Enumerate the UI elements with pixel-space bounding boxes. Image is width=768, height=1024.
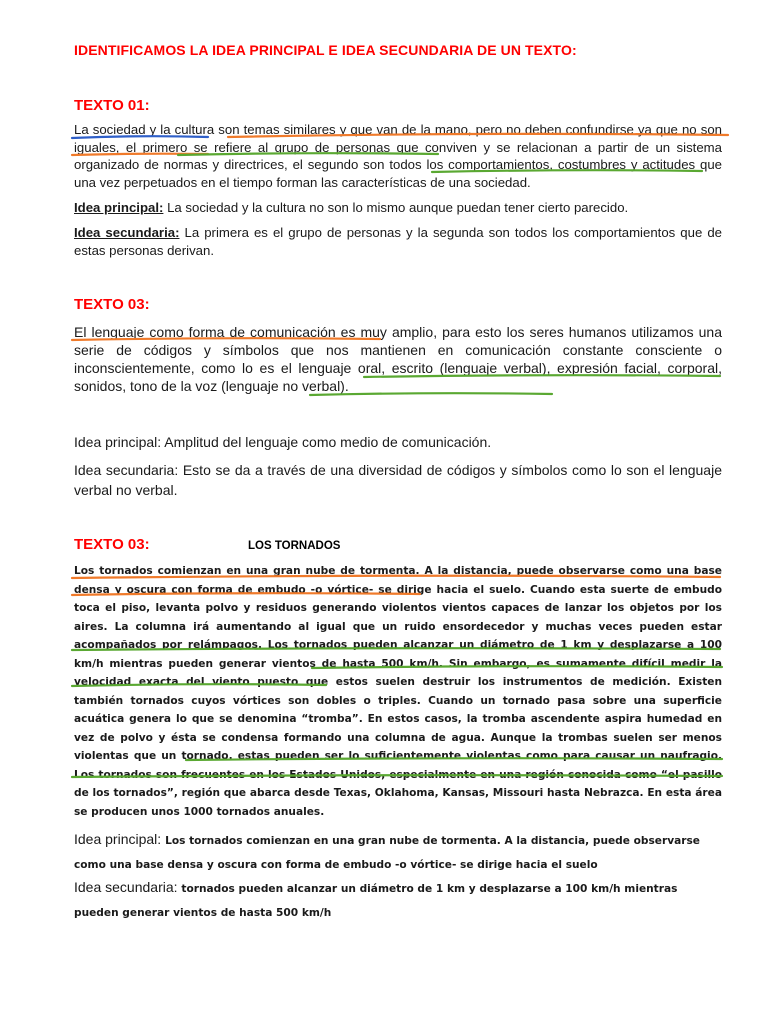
- texto-01-idea-principal: [74, 199, 722, 217]
- texto-01-body: La sociedad y la cultura son temas similares y que van de la mano, pero no deben confundirse ya que no son iguales, el primero se refiere al grupo de personas que conviven y se relacionan a partir de un sistema organizado de normas y directrices, el segundo son todos los comportamientos, costumbres y actitudes que una vez perpetuados en el tiempo forman las características de una sociedad.: [74, 122, 722, 190]
- texto-lenguaje-body: El lenguaje como forma de comunicación es muy amplio, para esto los seres humanos utilizamos una serie de códigos y símbolos que nos mantienen en comunicación constante consciente o inconscientemente, como lo es el lenguaje oral, escrito (lenguaje verbal), expresión facial, corporal, sonidos, tono de la voz (lenguaje no verbal).: [74, 324, 722, 394]
- texto-01-idea-secundaria: [74, 224, 722, 259]
- texto-tornados-subtitle: LOS TORNADOS: [248, 540, 341, 552]
- texto-lenguaje-heading: TEXTO 03:: [74, 296, 150, 313]
- texto-01-heading: TEXTO 01:: [74, 97, 150, 114]
- texto-lenguaje-idea-principal: Idea principal: Amplitud del lenguaje como medio de comunicación.: [74, 434, 492, 450]
- texto-tornados-heading: TEXTO 03:: [74, 536, 150, 553]
- idea-secundaria-text: tornados pueden alcanzar un diámetro de 1 km y desplazarse a 100 km/h mientras pueden generar vientos de hasta 500 km/h: [74, 883, 678, 919]
- idea-principal-label: Idea principal:: [74, 831, 162, 847]
- idea-principal-text: La sociedad y la cultura no son lo mismo aunque puedan tener cierto parecido.: [167, 200, 629, 215]
- texto-lenguaje-idea-secundaria: Idea secundaria: Esto se da a través de una diversidad de códigos y símbolos como lo son el lenguaje verbal no verbal.: [74, 462, 722, 498]
- texto-tornados-idea-principal: [74, 828, 722, 876]
- idea-secundaria-label: Idea secundaria:: [74, 225, 180, 240]
- idea-principal-label: Idea principal:: [74, 200, 164, 215]
- idea-secundaria-text: La primera es el grupo de personas y la segunda son todos los comportamientos que de estas personas derivan.: [74, 225, 723, 258]
- idea-secundaria-label: Idea secundaria:: [74, 879, 178, 895]
- idea-principal-text: Los tornados comienzan en una gran nube de tormenta. A la distancia, puede observarse como una base densa y oscura con forma de embudo -o vórtice- se dirige hacia el suelo: [74, 835, 700, 871]
- texto-tornados-idea-secundaria: [74, 876, 722, 924]
- texto-tornados-body: Los tornados comienzan en una gran nube de tormenta. A la distancia, puede observarse como una base densa y oscura con forma de embudo -o vórtice- se dirige hacia el suelo. Cuando esta suerte de embudo toca el piso, levanta polvo y residuos generando violentos vientos capaces de lanzar los objetos por los aires. La columna irá aumentando al igual que un ruido ensordecedor y muchas veces pueden estar acompañados por relámpagos. Los tornados pueden alcanzar un diámetro de 1 km y desplazarse a 100 km/h mientras pueden generar vientos de hasta 500 km/h. Sin embargo, es sumamente difícil medir la velocidad exacta del viento puesto que estos suelen destruir los instrumentos de medición. Existen también tornados cuyos vórtices son dobles o triples. Cuando un tornado pasa sobre una superficie acuática genera lo que se denomina “tromba”. En estos casos, la tromba ascendente aspira humedad en vez de polvo y ésta se condensa formando una columna de agua. Aunque la trombas suelen ser menos violentas que un tornado, estas pueden ser lo suficientemente violentas como para causar un naufragio. Los tornados son frecuentes en los Estados Unidos, especialmente en una región conocida como “el pasillo de los tornados”, región que abarca desde Texas, Oklahoma, Kansas, Missouri hasta Nebrazca. En esta área se producen unos 1000 tornados anuales.: [74, 565, 722, 818]
- document-title: IDENTIFICAMOS LA IDEA PRINCIPAL E IDEA SECUNDARIA DE UN TEXTO:: [74, 42, 577, 58]
